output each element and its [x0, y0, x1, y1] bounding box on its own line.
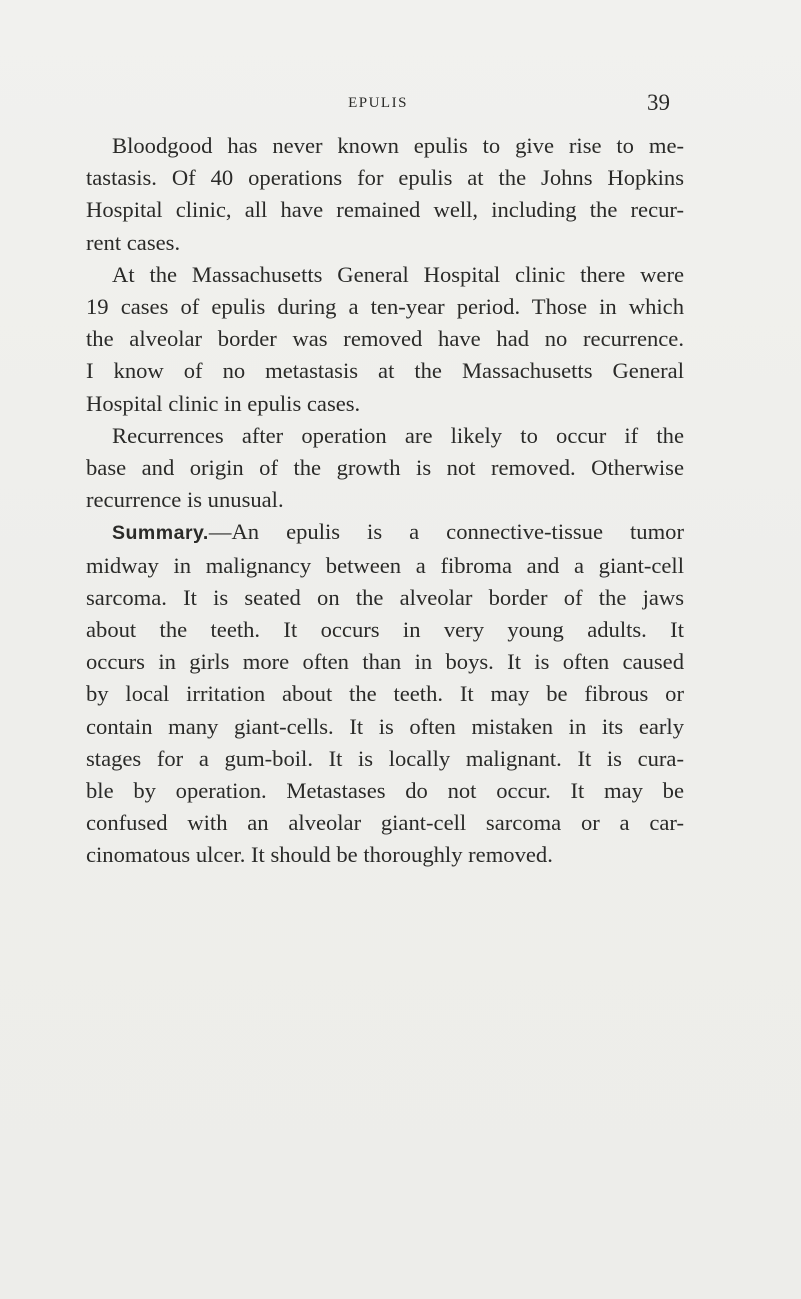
running-head-title: EPULIS	[348, 95, 408, 111]
text-line: midway in malignancy between a fibroma and a giant-cell	[86, 552, 684, 578]
paragraph-recurrences	[60, 420, 684, 517]
text-line: sarcoma. It is seated on the alveolar border of the jaws	[86, 584, 684, 610]
page-number: 39	[647, 90, 670, 115]
text-line: I know of no metastasis at the Massachusetts General	[86, 358, 684, 384]
text-line: tastasis. Of 40 operations for epulis at the Johns Hopkins	[86, 165, 684, 191]
text-line: 19 cases of epulis during a ten-year period. Those in which	[86, 294, 684, 320]
text-line: confused with an alveolar giant-cell sarcoma or a car-	[86, 810, 684, 836]
text-line: At the Massachusetts General Hospital clinic there were	[112, 261, 684, 287]
text-line: Bloodgood has never known epulis to give rise to me-	[112, 133, 684, 158]
body-text	[60, 130, 684, 872]
text-line-with-run-in	[60, 516, 684, 549]
text-line: base and origin of the growth is not removed. Otherwise	[86, 455, 684, 481]
paragraph-summary	[60, 516, 684, 871]
text-line: stages for a gum-boil. It is locally malignant. It is cura-	[86, 745, 684, 771]
text-line: occurs in girls more often than in boys. It is often caused	[86, 649, 684, 675]
running-head	[60, 90, 670, 120]
text-line: Hospital clinic in epulis cases.	[86, 390, 361, 416]
text-line: recurrence is unusual.	[86, 487, 284, 513]
text-line: about the teeth. It occurs in very young adults. It	[86, 617, 684, 643]
paragraph-massachusetts	[60, 259, 684, 420]
paragraph-metastasis	[60, 130, 684, 259]
text-line: ble by operation. Metastases do not occur. It may be	[86, 778, 684, 804]
text-line: the alveolar border was removed have had no recurrence.	[86, 326, 684, 352]
text-line: Recurrences after operation are likely to occur if the	[112, 422, 684, 448]
text-line-remainder: —An epulis is a connective-tissue tumor	[208, 519, 684, 545]
text-line: Hospital clinic, all have remained well, including the recur-	[86, 197, 684, 223]
text-line: cinomatous ulcer. It should be thoroughly removed.	[86, 842, 553, 868]
text-line: contain many giant-cells. It is often mistaken in its early	[86, 713, 684, 739]
summary-run-in-heading: Summary.	[112, 522, 209, 545]
text-line: by local irritation about the teeth. It may be fibrous or	[86, 681, 684, 707]
text-line: rent cases.	[86, 229, 181, 255]
